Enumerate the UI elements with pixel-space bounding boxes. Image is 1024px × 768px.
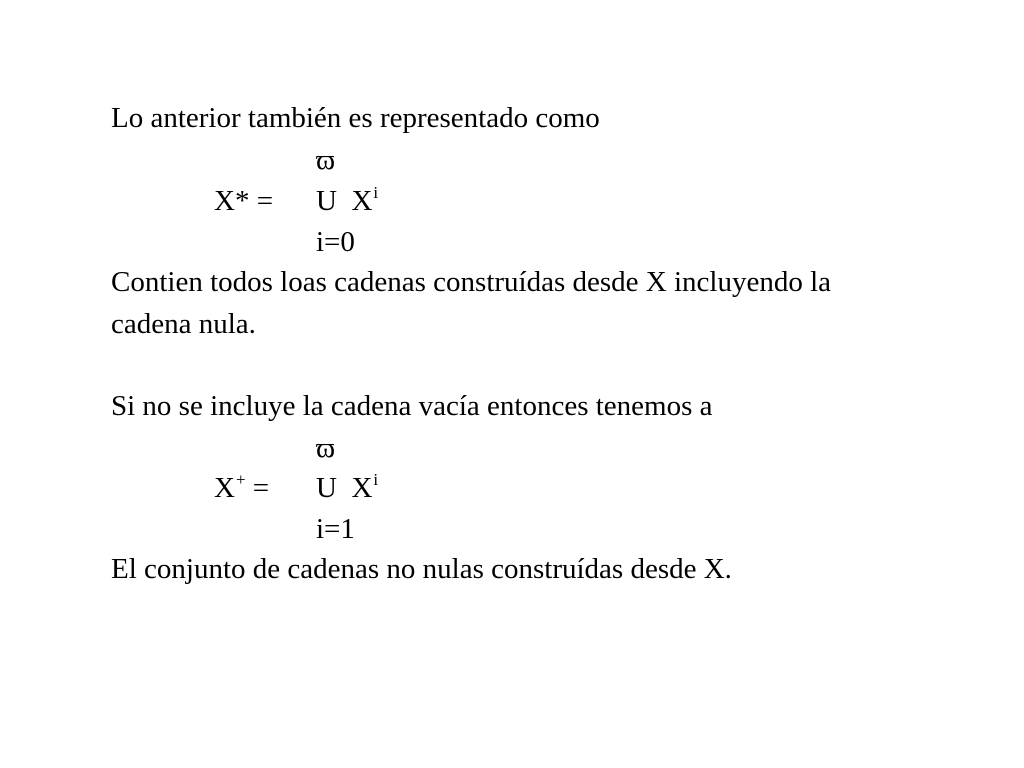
formula-1-lhs — [214, 181, 273, 221]
formula-2-union-symbol: U — [316, 472, 337, 504]
description-1-line-2: cadena nula. — [111, 308, 256, 340]
formula-2-lower-limit: i=1 — [316, 513, 355, 545]
description-1-line-1: Contien todos loas cadenas construídas desde X incluyendo la — [111, 266, 832, 298]
omega-symbol-2: ϖ — [316, 432, 336, 464]
formula-2-union — [316, 468, 378, 512]
formula-1-union — [316, 181, 378, 225]
intro-text: Lo anterior también es representado como — [111, 102, 600, 134]
formula-1-lhs-mark: * — [234, 185, 250, 217]
formula-1-lower-limit: i=0 — [316, 226, 355, 258]
formula-2-term-base: X — [351, 472, 373, 504]
formula-2-equals: = — [252, 472, 270, 504]
omega-symbol-1: ϖ — [316, 144, 336, 176]
formula-1-union-symbol: U — [316, 185, 337, 217]
formula-2-lhs-base: X — [214, 472, 235, 504]
description-2: El conjunto de cadenas no nulas construídas desde X. — [111, 553, 732, 585]
formula-2-term-superscript: i — [373, 470, 379, 489]
formula-1-equals: = — [256, 185, 274, 217]
formula-2-lhs-mark: + — [235, 470, 246, 489]
formula-1-lhs-base: X — [214, 185, 235, 217]
formula-1-term-base: X — [351, 185, 373, 217]
intro-2-text: Si no se incluye la cadena vacía entonces tenemos a — [111, 390, 713, 422]
formula-2-lhs — [214, 468, 269, 512]
formula-1-term-superscript: i — [373, 183, 379, 202]
